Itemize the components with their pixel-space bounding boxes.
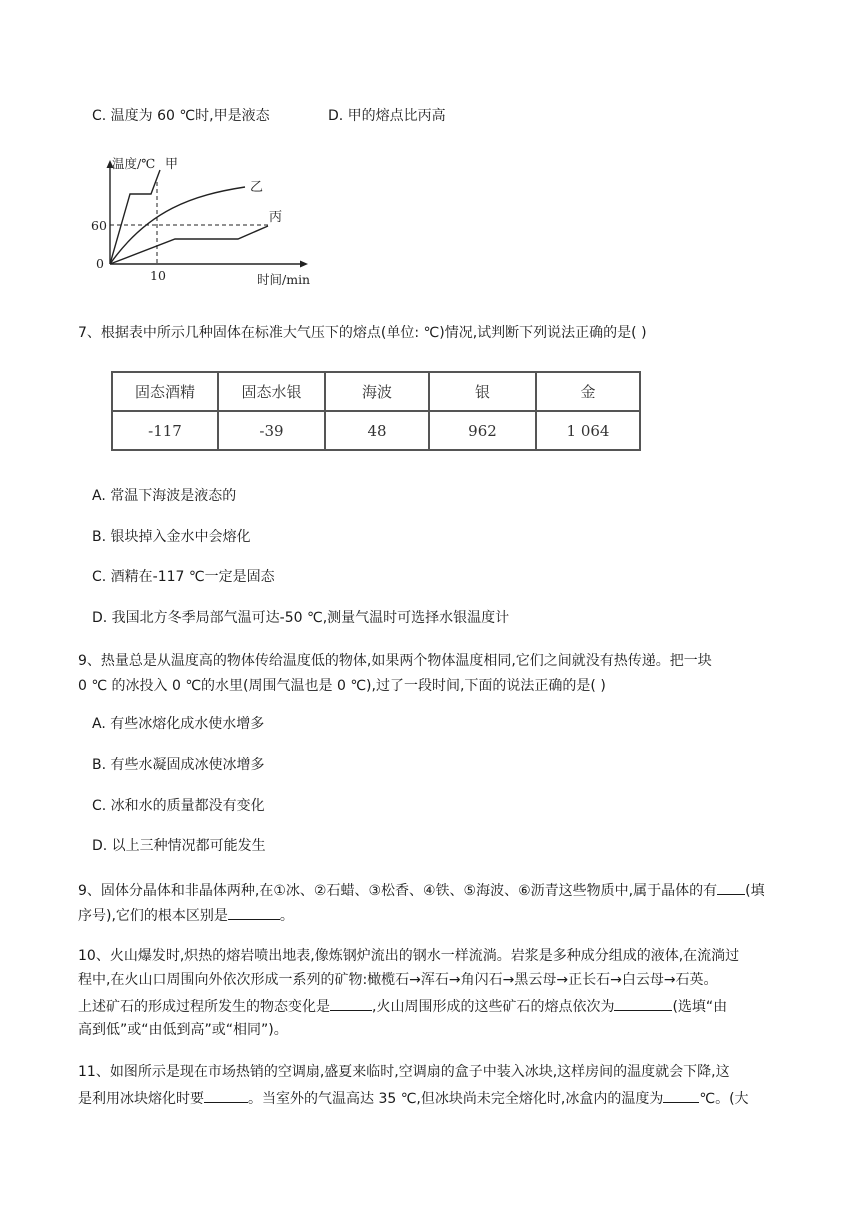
table-header-row	[112, 372, 640, 411]
q9a-option-c: C. 冰和水的质量都没有变化	[92, 798, 265, 814]
y-tick-60: 60	[91, 218, 107, 233]
q7-option-b: B. 银块掉入金水中会熔化	[92, 529, 251, 545]
answer-blank[interactable]	[330, 995, 372, 1011]
q11-line2-mid: 。当室外的气温高达 35 ℃,但冰块尚未完全熔化时,冰盒内的温度为	[248, 1091, 664, 1107]
q7-option-c: C. 酒精在-117 ℃一定是固态	[92, 569, 275, 585]
q9b-line2-text: 序号),它们的根本区别是	[78, 908, 228, 924]
q10-line2: 程中,在火山口周围向外依次形成一系列的矿物:橄榄石→浑石→角闪石→黑云母→正长石→白云母→石英。	[78, 972, 718, 988]
series-label-yi: 乙	[250, 180, 264, 195]
x-axis-arrow	[300, 261, 308, 268]
table-value-cell: -39	[218, 411, 325, 450]
q11-line1: 11、如图所示是现在市场热销的空调扇,盛夏来临时,空调扇的盒子中装入冰块,这样房间的温度就会下降,这	[78, 1064, 730, 1080]
table-value-cell: 48	[325, 411, 429, 450]
x-tick-10: 10	[150, 268, 166, 283]
q10-line3-text: 上述矿石的形成过程所发生的物态变化是	[78, 999, 330, 1015]
q9a-option-d: D. 以上三种情况都可能发生	[92, 838, 266, 854]
table-header-cell: 固态酒精	[112, 372, 218, 411]
x-axis-label: 时间/min	[257, 272, 311, 287]
q9b-line2-tail: 。	[279, 908, 294, 924]
series-label-bing: 丙	[269, 210, 283, 225]
table-header-cell: 海波	[325, 372, 429, 411]
q10-line3-tail: (选填“由	[672, 999, 728, 1015]
melting-point-table	[111, 371, 641, 451]
curve-bing	[110, 226, 268, 264]
series-label-jia: 甲	[165, 157, 179, 172]
q9a-stem-line1: 9、热量总是从温度高的物体传给温度低的物体,如果两个物体温度相同,它们之间就没有热传递。把一块	[78, 653, 712, 669]
table-value-row	[112, 411, 640, 450]
q9b-line2	[78, 904, 294, 926]
q11-line2	[78, 1087, 749, 1109]
q11-line2-text: 是利用冰块熔化时要	[78, 1091, 204, 1107]
origin-label: 0	[96, 256, 104, 271]
answer-blank[interactable]	[614, 995, 672, 1011]
q7-option-d: D. 我国北方冬季局部气温可达-50 ℃,测量气温时可选择水银温度计	[92, 610, 510, 626]
q9a-option-a: A. 有些冰熔化成水使水增多	[92, 716, 265, 732]
q6-option-d: D. 甲的熔点比丙高	[328, 108, 446, 124]
q10-line3-mid: ,火山周围形成的这些矿石的熔点依次为	[372, 999, 615, 1015]
q10-line3	[78, 995, 727, 1017]
q9a-stem-line2: 0 ℃ 的冰投入 0 ℃的水里(周围气温也是 0 ℃),过了一段时间,下面的说法正确的是( )	[78, 678, 606, 694]
answer-blank[interactable]	[228, 904, 280, 920]
answer-blank[interactable]	[204, 1087, 248, 1103]
answer-blank[interactable]	[717, 879, 745, 895]
q10-line1: 10、火山爆发时,炽热的熔岩喷出地表,像炼钢炉流出的钢水一样流淌。岩浆是多种成分组成的液体,在流淌过	[78, 948, 740, 964]
temperature-time-graph	[88, 150, 328, 292]
table-header-cell: 固态水银	[218, 372, 325, 411]
q9b-line1	[78, 879, 765, 901]
q9a-option-b: B. 有些水凝固成冰使冰增多	[92, 757, 265, 773]
curve-jia	[110, 170, 160, 264]
q9b-line1-tail: (填	[745, 883, 765, 899]
q7-option-a: A. 常温下海波是液态的	[92, 488, 237, 504]
table-value-cell: 962	[429, 411, 536, 450]
q11-line2-tail: ℃。(大	[699, 1091, 749, 1107]
q7-stem: 7、根据表中所示几种固体在标准大气压下的熔点(单位: ℃)情况,试判断下列说法正确的是( )	[78, 325, 647, 341]
table-value-cell: -117	[112, 411, 218, 450]
q9b-line1-text: 9、固体分晶体和非晶体两种,在①冰、②石蜡、③松香、④铁、⑤海波、⑥沥青这些物质中,属于晶体的有	[78, 883, 718, 899]
table-header-cell: 银	[429, 372, 536, 411]
y-axis-label: 温度/℃	[112, 156, 156, 171]
q6-option-c: C. 温度为 60 ℃时,甲是液态	[92, 108, 270, 124]
q10-line4: 高到低”或“由低到高”或“相同”)。	[78, 1022, 288, 1038]
answer-blank[interactable]	[663, 1087, 699, 1103]
table-header-cell: 金	[536, 372, 640, 411]
table-value-cell: 1 064	[536, 411, 640, 450]
